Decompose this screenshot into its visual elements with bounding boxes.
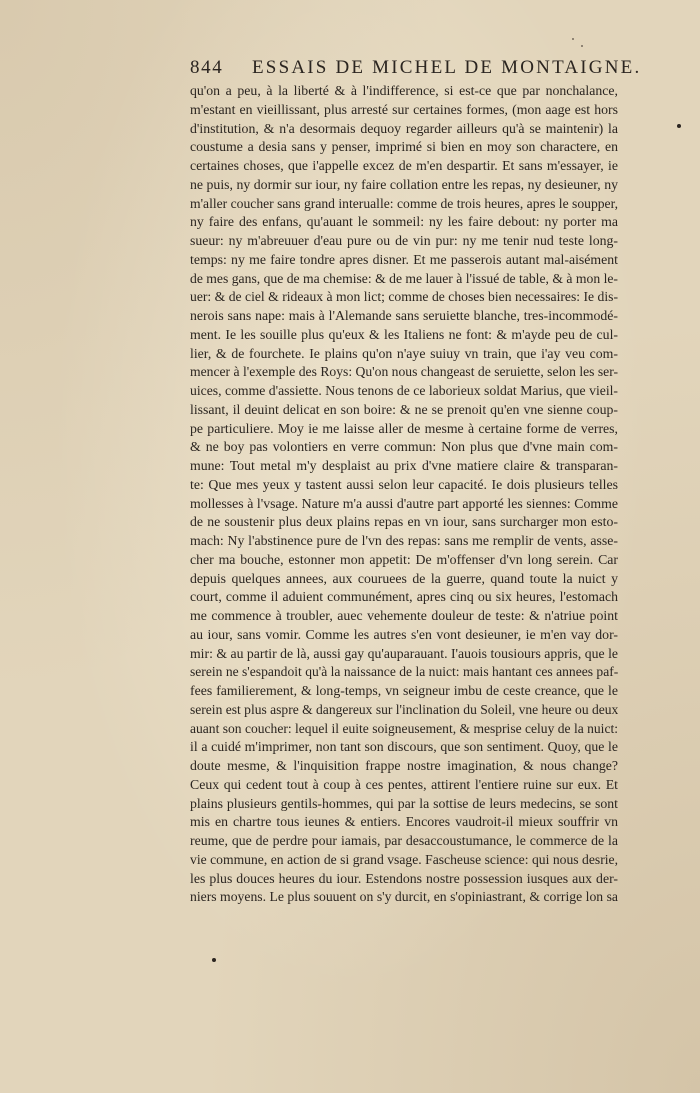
ink-speck	[212, 958, 216, 962]
text-line: uer: & de ciel & rideaux à mon lict; comme de choses bien necessaires: Ie dis-	[190, 289, 618, 305]
running-title: ESSAIS DE MICHEL DE MONTAIGNE.	[252, 57, 642, 78]
text-line: au iour, sans vomir. Comme les autres s'en vont desieuner, ie m'en vay dor-	[190, 626, 618, 642]
text-line: mir: & au partir de là, aussi gay qu'auparauant. I'auois tousiours appris, que le	[190, 645, 618, 661]
text-line: m'aller coucher sans grand interualle: comme de trois heures, apres le soupper,	[190, 195, 618, 211]
text-line: serein est plus aspre & dangereux sur l'inclination du Soleil, vne heure ou deux	[190, 701, 618, 717]
text-line: m'estant en vieillissant, plus arresté sur certaines formes, (mon aage est hors	[190, 101, 618, 117]
ink-speck	[572, 38, 574, 40]
text-line: d'institution, & n'a desormais dequoy regarder ailleurs qu'à se maintenir) la	[190, 120, 618, 136]
text-line: mune: Tout metal m'y desplaist au prix d'vne matiere claire & transparan-	[190, 458, 618, 473]
text-line: ne puis, ny dormir sur iour, ny faire collation entre les repas, ny desieuner, ny	[190, 176, 618, 192]
text-line: mach: Ny l'abstinence pure de l'vn des repas: sans me remplir de vents, asse-	[190, 533, 618, 548]
text-line: uices, comme d'assiette. Nous tenons de ce laborieux soldat Marius, que vieil-	[190, 383, 618, 398]
text-line: doute mesme, & l'inquisition frappe nostre imagination, & nous change?	[190, 758, 618, 773]
text-line: serein ne s'espandoit qu'à la naissance de la nuict: mais hantant ces annees paf-	[190, 664, 618, 680]
text-line: qu'on a peu, à la liberté & à l'indifference, si est-ce que par nonchalance,	[190, 83, 618, 98]
ink-speck	[677, 124, 681, 128]
text-line: ny faire des enfans, qu'auant le sommeil: ny les faire debout: ny porter ma	[190, 214, 618, 230]
text-line: cher ma bouche, estonner mon appetit: De m'offenser d'vn long serein. Car	[190, 551, 618, 567]
text-line: mencer à l'exemple des Roys: Qu'on nous changeast de seruiette, selon les ser-	[190, 364, 618, 380]
text-line: mollesses à l'vsage. Nature m'a aussi d'autre part apporté les siennes: Comme	[190, 495, 618, 511]
text-line: niers moyens. Le plus souuent on s'y durcit, en s'opiniastrant, & corrige lon sa	[190, 889, 618, 905]
text-line: te: Que mes yeux y tastent aussi selon leur capacité. Ie dois plusieurs telles	[190, 476, 618, 492]
text-line: lier, & de fourchete. Ie plains qu'on n'aye suiuy vn train, que i'ay veu com-	[190, 345, 618, 361]
ink-speck	[581, 45, 583, 47]
text-line: coustume a desia sans y penser, imprimé si bien en moy son charactere, en	[190, 139, 618, 155]
text-line: lissant, il deuint delicat en son boire: & ne se prenoit qu'en vne sienne coup-	[190, 401, 618, 417]
text-line: auant son coucher: lequel il euite soigneusement, & mesprise celuy de la nuict:	[190, 720, 618, 736]
text-line: vie commune, en action de si grand vsage. Fascheuse science: qui nous desrie,	[190, 851, 618, 867]
text-line: plains plusieurs gentils-hommes, qui par la sottise de leurs medecins, se sont	[190, 795, 618, 811]
text-line: les plus douces heures du iour. Estendons nostre possession iusques aux der-	[190, 870, 618, 886]
text-line: sueur: ny m'abreuuer d'eau pure ou de vin pur: ny me tenir nud teste long-	[190, 233, 618, 248]
text-line: nerois sans nape: mais à l'Alemande sans seruiette blanche, tres-incommodé-	[190, 308, 618, 323]
text-line: fees familierement, & long-temps, vn seigneur imbu de ceste creance, que le	[190, 683, 618, 698]
text-line: Ceux qui cedent tout à coup à ces pentes, attirent l'entiere ruine sur eux. Et	[190, 776, 618, 792]
text-line: reume, que de perdre pour iamais, par desaccoustumance, le commerce de la	[190, 833, 618, 848]
text-line: certaines choses, que i'appelle excez de m'en despartir. Et sans m'essayer, ie	[190, 158, 618, 173]
text-line: il a cuidé m'imprimer, non tant son discours, que son sentiment. Quoy, que le	[190, 739, 618, 755]
text-line: de mes gans, que de ma chemise: & de me lauer à l'issué de table, & à mon le-	[190, 270, 618, 286]
text-line: temps: ny me faire tondre apres disner. Et me passerois autant mal-aisément	[190, 251, 618, 267]
body-text	[190, 82, 618, 907]
text-line: pe particuliere. Moy ie me laisse aller de mesme à certaine forme de verres,	[190, 420, 618, 436]
text-line: de ne soustenir plus deux plains repas en vn iour, sans surcharger mon esto-	[190, 514, 618, 530]
running-header	[190, 57, 642, 81]
text-line: court, comme il aduient communément, apres cinq ou six heures, l'estomach	[190, 589, 618, 605]
text-line: & ne boy pas volontiers en verre commun: Non plus que d'vne main com-	[190, 439, 618, 455]
text-line: mis en chartre tous ieunes & entiers. Encores vaudroit-il mieux souffrir vn	[190, 814, 618, 830]
text-line: ment. Ie les souille plus qu'eux & les Italiens ne font: & m'ayde peu de cul-	[190, 326, 618, 342]
page-number: 844	[190, 57, 224, 78]
text-line: me commence à troubler, auec vehemente douleur de teste: & n'atriue point	[190, 608, 618, 623]
text-line: depuis quelques annees, aux couruees de la guerre, quand toute la nuict y	[190, 570, 618, 586]
